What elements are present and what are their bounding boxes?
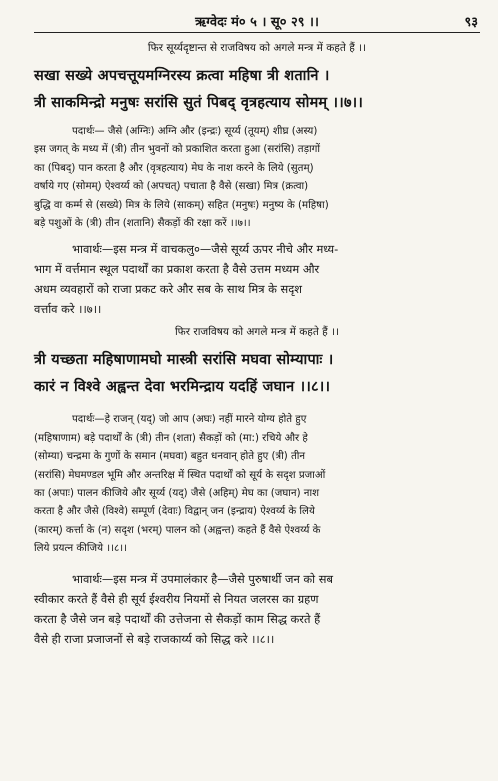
padartha-line: (सरांसि) मेघमण्डल भूमि और अन्तरिक्ष में स्थित पदार्थों को सूर्य के सदृश प्रजाओं [34, 469, 326, 481]
bhavartha-line: भावार्थः—इस मन्त्र में उपमालंकार है—जैसे पुरुषार्थी जन को सब [72, 571, 333, 586]
bhavartha-line: करता है जैसे जन बड़े पदार्थों की उत्तेजना से सैकड़ों काम सिद्ध करते हैं [34, 611, 321, 626]
bhavartha-line: वर्त्ताव करे ।।७।। [34, 302, 102, 317]
mantra-line: त्री यच्छता महिषाणामघो मास्त्री सरांसि मघवा सोम्यापाः । [34, 352, 334, 369]
padartha-line: लिये प्रयत्न कीजिये ।।८।। [34, 543, 127, 555]
padartha-line: (कारम्) कर्त्ता के (न) सदृश (भरम्) पालन को (अह्वन्त) कहते हैं वैसे ऐश्वर्य्य के [34, 524, 321, 536]
page-header [34, 8, 480, 32]
padartha-line: बुद्धि वा कर्म्म से (सख्ये) मित्र के लिये (साकम्) सहित (मनुषः) मनुष्य के (महिषा) [34, 199, 329, 211]
running-head: ऋग्वेदः मं० ५ । सू० २९ ।। [195, 15, 319, 30]
padartha-line: करता है और जैसे (विश्वे) सम्पूर्ण (देवाः) विद्वान् जन (इन्द्राय) ऐश्वर्य्य के लिये [34, 506, 315, 518]
padartha-line: का (पिबद्) पान करता है और (वृत्रहत्याय) मेघ के नाश करने के लिये (सुतम्) [34, 162, 314, 174]
bhavartha-line: वैसे ही राजा प्रजाजनों से बड़े राजकार्य्य को सिद्ध करे ।।८।। [34, 631, 275, 646]
intro-line: फिर राजविषय को अगले मन्त्र में कहते हैं ।। [174, 326, 340, 339]
padartha-line: का (अपाः) पालन कीजिये और सूर्य्य (यद्) जैसे (अहिम्) मेघ का (जघान) नाश [34, 488, 320, 500]
mantra-line: त्री साकमिन्द्रो मनुषः सरांसि सुतं पिबद् वृत्रहत्याय सोमम् ।।७।। [34, 95, 364, 111]
page-number: ९३ [464, 15, 478, 30]
padartha-line: (सोम्या) चन्द्रमा के गुणों के समान (मघवा) बहुत धनवान् होते हुए (त्री) तीन [34, 451, 306, 463]
padartha-line: इस जगत् के मध्य में (त्री) तीन भुवनों को प्रकाशित करता हुआ (सरांसि) तड़ागों [34, 144, 321, 156]
padartha-line: पदार्थः—हे राजन् (यद्) जो आप (अघः) नहीं मारने योग्य होते हुए [72, 414, 307, 426]
padartha-line: बड़े पशुओं के (त्री) तीन (शतानि) सैकड़ों की रक्षा करें ।।७।। [34, 218, 251, 230]
padartha-line: वर्षाये गए (सोमम्) ऐश्वर्य्य को (अपचत्) पचाता है वैसे (सखा) मित्र (क्रत्वा) [34, 181, 309, 193]
mantra-line: सखा सख्ये अपचत्तूयमग्निरस्य क्रत्वा महिषा त्री शतानि । [34, 68, 330, 84]
header-rule [34, 32, 480, 33]
mantra-line: कारं न विश्वे अह्वन्त देवा भरमिन्द्राय यदहिं जघान ।।८।। [34, 379, 331, 396]
padartha-line: (महिषाणाम) बड़े पदार्थों के (त्री) तीन (शता) सैकड़ों को (मा:) रचिये और हे [34, 432, 308, 444]
bhavartha-line: स्वीकार करते हैं वैसे ही सूर्य ईश्वरीय नियमों से नियत जलरस का ग्रहण [34, 591, 319, 606]
padartha-line: पदार्थः— जैसे (अग्निः) अग्नि और (इन्द्रः) सूर्य्य (तूयम्) शीघ्र (अस्य) [72, 126, 318, 137]
bhavartha-line: भाग में वर्त्तमान स्थूल पदार्थों का प्रकाश करता है वैसे उत्तम मध्यम और [34, 262, 320, 277]
intro-line: फिर सूर्य्यदृष्टान्त से राजविषय को अगले मन्त्र में कहते हैं ।। [147, 42, 367, 54]
bhavartha-line: अधम व्यवहारों को राजा प्रकट करे और सब के साथ मित्र के सदृश [34, 282, 302, 297]
bhavartha-line: भावार्थः—इस मन्त्र में वाचकलु०—जैसे सूर्य्य ऊपर नीचे और मध्य- [72, 242, 339, 257]
